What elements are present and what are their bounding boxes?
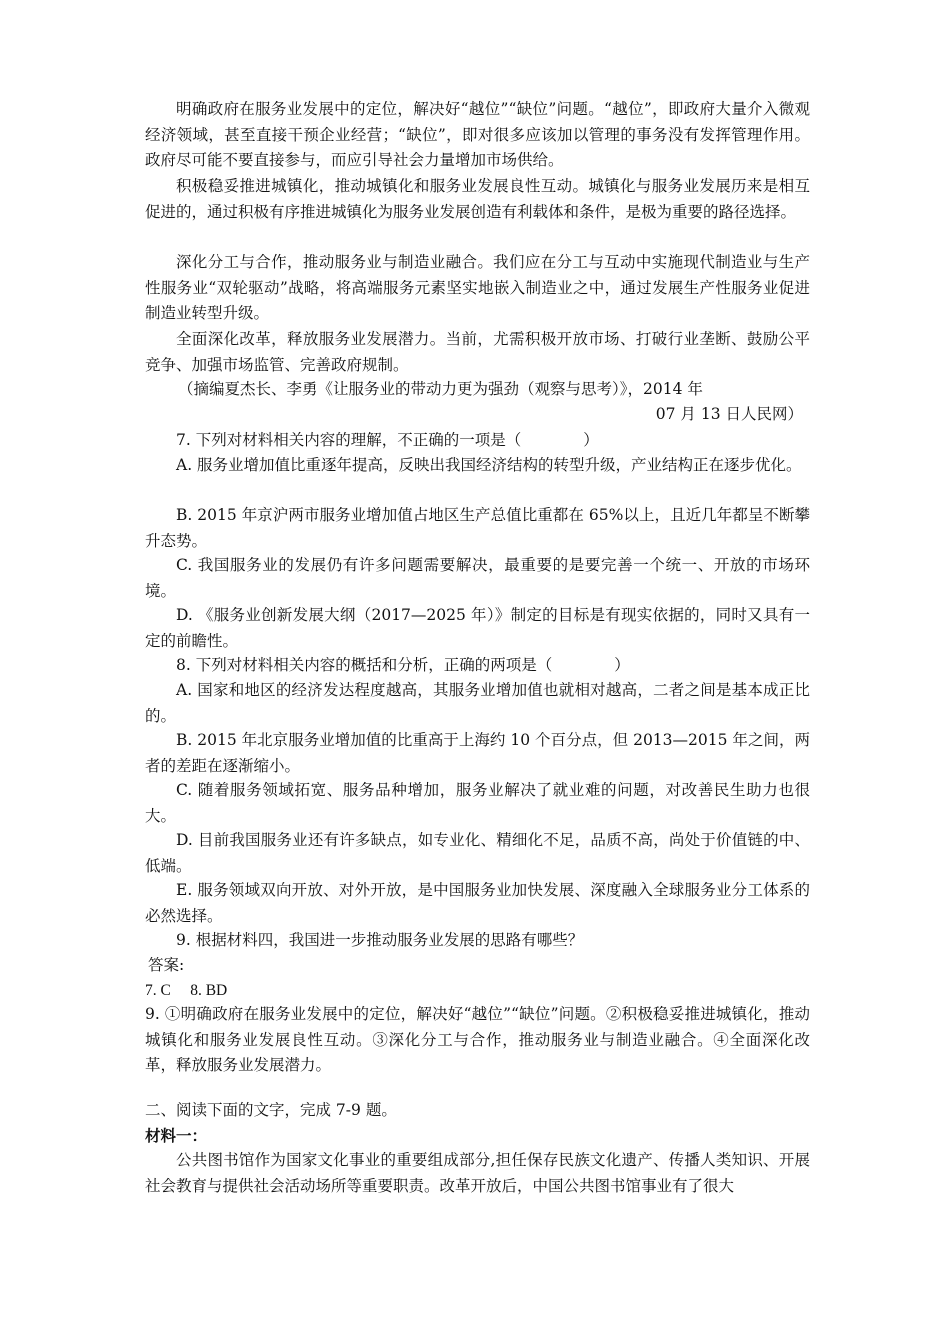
- material4-para3: 深化分工与合作，推动服务业与制造业融合。我们应在分工与互动中实施现代制造业与生产性服务业“双轮驱动”战略，将高端服务元素坚实地嵌入制造业之中，通过发展生产性服务业促进制造业转型升级。: [145, 253, 810, 322]
- section-2-heading: 二、阅读下面的文字，完成 7-9 题。: [145, 1101, 397, 1119]
- material-1-label: 材料一：: [145, 1126, 208, 1145]
- question-8-option-c: C. 随着服务领域拓宽、服务品种增加，服务业解决了就业难的问题，对改善民生助力也很大。: [145, 781, 810, 825]
- answers-label: 答案:: [148, 956, 185, 974]
- source-citation-line1: （摘编夏杰长、李勇《让服务业的带动力更为强劲（观察与思考）》，2014 年: [178, 380, 703, 398]
- material4-para2: 积极稳妥推进城镇化，推动城镇化和服务业发展良性互动。城镇化与服务业发展历来是相互促进的，通过积极有序推进城镇化为服务业发展创造有利载体和条件，是极为重要的路径选择。: [145, 177, 810, 221]
- answers-9: 9. ①明确政府在服务业发展中的定位，解决好“越位”“缺位”问题。②积极稳妥推进城镇化，推动城镇化和服务业发展良性互动。③深化分工与合作，推动服务业与制造业融合。④全面深化改革，释放服务业发展潜力。: [145, 1005, 810, 1074]
- question-8-option-a: A. 国家和地区的经济发达程度越高，其服务业增加值也就相对越高，二者之间是基本成正比的。: [145, 681, 810, 725]
- material4-para4: 全面深化改革，释放服务业发展潜力。当前，尤需积极开放市场、打破行业垄断、鼓励公平竞争、加强市场监管、完善政府规制。: [145, 330, 810, 374]
- question-8-option-e: E. 服务领域双向开放、对外开放，是中国服务业加快发展、深度融入全球服务业分工体系的必然选择。: [145, 881, 810, 925]
- question-7-option-d: D. 《服务业创新发展大纲（2017—2025 年）》制定的目标是有现实依据的，同时又具有一定的前瞻性。: [145, 606, 810, 650]
- question-7-option-b: B. 2015 年京沪两市服务业增加值占地区生产总值比重都在 65%以上，且近几年都呈不断攀升态势。: [145, 506, 810, 550]
- question-7-option-a: A. 服务业增加值比重逐年提高，反映出我国经济结构的转型升级，产业结构正在逐步优化。: [176, 456, 802, 474]
- material4-para1: 明确政府在服务业发展中的定位，解决好“越位”“缺位”问题。“越位”，即政府大量介入微观经济领域，甚至直接干预企业经营；“缺位”，即对很多应该加以管理的事务没有发挥管理作用。政府尽可能不要直接参与，而应引导社会力量增加市场供给。: [145, 100, 810, 169]
- answers-7-8: 7. C 8. BD: [145, 982, 228, 999]
- source-citation-line2: 07 月 13 日人民网）: [655, 405, 803, 423]
- question-8-option-b: B. 2015 年北京服务业增加值的比重高于上海约 10 个百分点，但 2013—2015 年之间，两者的差距在逐渐缩小。: [145, 731, 810, 775]
- question-7-option-c: C. 我国服务业的发展仍有许多问题需要解决，最重要的是要完善一个统一、开放的市场环境。: [145, 556, 810, 600]
- question-8-stem: 8. 下列对材料相关内容的概括和分析，正确的两项是（ ）: [176, 656, 630, 674]
- question-8-option-d: D. 目前我国服务业还有许多缺点，如专业化、精细化不足，品质不高，尚处于价值链的中、低端。: [145, 831, 810, 875]
- question-9-stem: 9. 根据材料四，我国进一步推动服务业发展的思路有哪些？: [176, 931, 584, 949]
- question-7-stem: 7. 下列对材料相关内容的理解，不正确的一项是（ ）: [176, 431, 599, 449]
- material-1-para1: 公共图书馆作为国家文化事业的重要组成部分,担任保存民族文化遗产、传播人类知识、开展社会教育与提供社会活动场所等重要职责。改革开放后，中国公共图书馆事业有了很大: [145, 1151, 810, 1195]
